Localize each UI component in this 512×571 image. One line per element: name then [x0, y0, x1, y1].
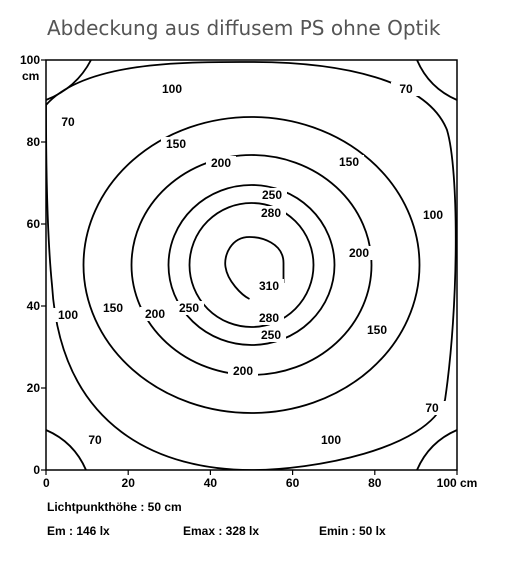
em-value: Em : 146 lx	[47, 524, 110, 538]
contour-label-200: 200	[144, 307, 166, 321]
x-tick-label: 0	[43, 476, 50, 490]
contour-label-150: 150	[338, 155, 360, 169]
contour-line-70	[417, 430, 457, 470]
contour-line-200	[132, 155, 372, 375]
y-tick-label: 0	[33, 463, 40, 477]
contour-label-200: 200	[232, 364, 254, 378]
x-tick-label: 40	[203, 476, 218, 490]
contour-label-100: 100	[57, 308, 79, 322]
contour-label-150: 150	[165, 137, 187, 151]
x-tick-label: 20	[121, 476, 135, 490]
contour-label-150: 150	[102, 301, 124, 315]
chart-title: Abdeckung aus diffusem PS ohne Optik	[47, 16, 441, 40]
plot-frame	[46, 60, 457, 470]
contour-label-310: 310	[258, 279, 280, 293]
contour-label-200: 200	[210, 156, 232, 170]
contour-label-150: 150	[366, 323, 388, 337]
y-tick-label: 100	[19, 53, 40, 67]
emin-value: Emin : 50 lx	[319, 524, 386, 538]
contour-label-200: 200	[348, 246, 370, 260]
x-tick-label: 60	[285, 476, 300, 490]
y-tick-label: 40	[26, 299, 40, 313]
emax-value: Emax : 328 lx	[183, 524, 260, 538]
contour-label-100: 100	[161, 82, 183, 96]
contour-label-100: 100	[320, 433, 342, 447]
contour-label-250: 250	[178, 301, 200, 315]
contour-label-250: 250	[260, 328, 282, 342]
contour-label-70: 70	[425, 401, 439, 415]
contour-line-280	[190, 203, 314, 327]
contour-label-280: 280	[258, 311, 280, 325]
x-tick-label: 80	[368, 476, 382, 490]
mounting-height-text: Lichtpunkthöhe : 50 cm	[47, 500, 182, 514]
contour-label-280: 280	[260, 206, 282, 220]
contour-line-70	[417, 60, 457, 100]
contour-line-250	[169, 185, 335, 345]
y-tick-label: 80	[26, 135, 40, 149]
y-tick-label: 60	[26, 217, 40, 231]
y-unit-label: cm	[22, 69, 40, 83]
contour-line-100	[46, 62, 456, 470]
x-tick-label: 100 cm	[436, 476, 478, 490]
contour-label-70: 70	[61, 115, 75, 129]
contour-label-70: 70	[88, 433, 102, 447]
contour-label-70: 70	[399, 82, 413, 96]
y-tick-label: 20	[26, 381, 40, 395]
contour-label-100: 100	[422, 208, 444, 222]
contour-label-250: 250	[261, 188, 283, 202]
